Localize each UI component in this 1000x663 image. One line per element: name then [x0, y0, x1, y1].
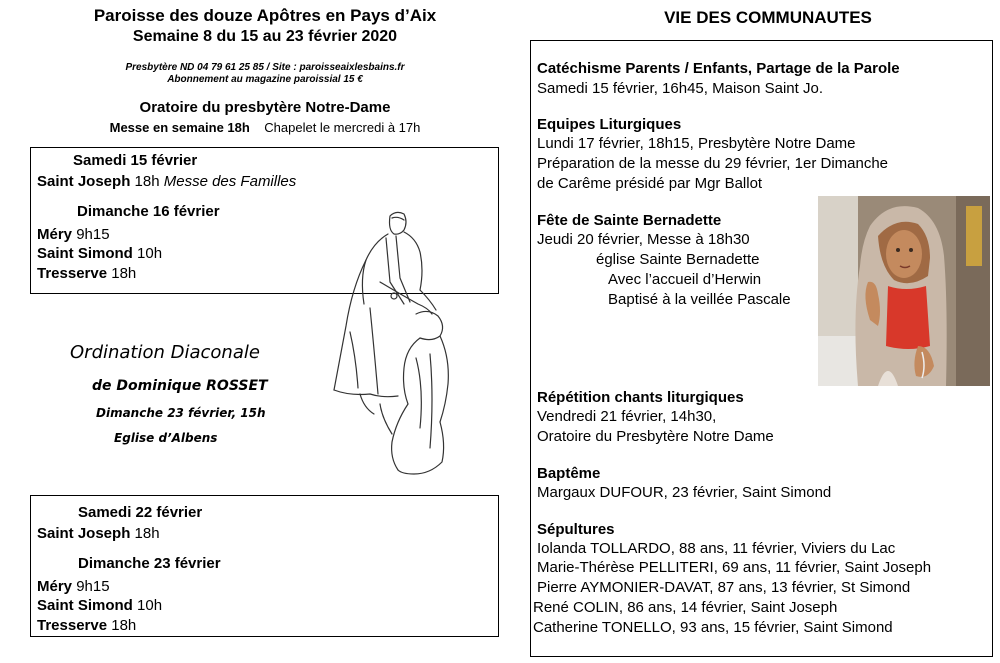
chants-line: Vendredi 21 février, 14h30,	[537, 408, 717, 425]
box1-day2: Dimanche 16 février	[77, 203, 220, 220]
place-name: Saint Simond	[37, 245, 133, 262]
mass-time: 9h15	[72, 226, 110, 243]
place-name: Méry	[37, 578, 73, 595]
box2-day1-row	[37, 525, 160, 542]
bernadette-line: Jeudi 20 février, Messe à 18h30	[537, 231, 750, 248]
mass-note: Messe des Familles	[163, 173, 297, 190]
weekday-mass: Messe en semaine 18h	[109, 120, 250, 135]
equipes-line: de Carême présidé par Mgr Ballot	[537, 175, 763, 192]
box1-row	[37, 265, 136, 282]
mass-time: 18h	[107, 617, 137, 634]
chants-line: Oratoire du Presbytère Notre Dame	[537, 428, 774, 445]
mass-time: 18h	[130, 173, 164, 190]
subscription-note: Abonnement au magazine paroissial 15 €	[167, 74, 363, 85]
parish-title: Paroisse des douze Apôtres en Pays d’Aix	[93, 6, 437, 25]
sepulture-item: René COLIN, 86 ans, 14 février, Saint Joseph	[533, 599, 838, 616]
sepulture-item: Catherine TONELLO, 93 ans, 15 février, Saint Simond	[533, 619, 893, 636]
sepulture-item: Pierre AYMONIER-DAVAT, 87 ans, 13 février, St Simond	[537, 579, 911, 596]
equipes-line: Préparation de la messe du 29 février, 1er Dimanche	[537, 155, 889, 172]
bernadette-statue-photo	[818, 196, 990, 386]
oratory-title: Oratoire du presbytère Notre-Dame	[139, 99, 391, 116]
mass-time: 10h	[132, 245, 163, 262]
week-title: Semaine 8 du 15 au 23 février 2020	[132, 28, 398, 45]
place-name: Saint Simond	[37, 597, 133, 614]
sepulture-item: Marie-Thérèse PELLITERI, 69 ans, 11 février, Saint Joseph	[537, 559, 932, 576]
box1-row	[37, 226, 110, 243]
place-name: Saint Joseph	[37, 173, 131, 190]
chapelet-info: Chapelet le mercredi à 17h	[264, 120, 421, 135]
box2-day1: Samedi 22 février	[78, 504, 203, 521]
box2-day2: Dimanche 23 février	[78, 555, 221, 572]
ordination-church: Eglise d’Albens	[114, 431, 218, 445]
bernadette-line: Avec l’accueil d’Herwin	[608, 271, 762, 288]
weekday-info	[0, 120, 530, 135]
ordination-illustration	[320, 208, 465, 480]
sepulture-item: Iolanda TOLLARDO, 88 ans, 11 février, Viviers du Lac	[537, 540, 896, 557]
chants-heading: Répétition chants liturgiques	[537, 389, 744, 406]
box2-row	[37, 578, 110, 595]
ordination-person: de Dominique ROSSET	[92, 378, 268, 394]
bernadette-line: Baptisé à la veillée Pascale	[608, 291, 791, 308]
place-name: Tresserve	[37, 265, 108, 282]
bapteme-heading: Baptême	[537, 465, 601, 482]
equipes-line: Lundi 17 février, 18h15, Presbytère Notre Dame	[537, 135, 856, 152]
communities-title: VIE DES COMMUNAUTES	[664, 8, 872, 27]
place-name: Méry	[37, 226, 73, 243]
mass-time: 10h	[132, 597, 163, 614]
bapteme-line: Margaux DUFOUR, 23 février, Saint Simond	[537, 484, 832, 501]
catechisme-line: Samedi 15 février, 16h45, Maison Saint Jo.	[537, 80, 823, 97]
mass-time: 18h	[107, 265, 137, 282]
bernadette-line: église Sainte Bernadette	[596, 251, 760, 268]
place-name: Tresserve	[37, 617, 108, 634]
mass-time: 18h	[130, 525, 160, 542]
sepultures-heading: Sépultures	[537, 521, 615, 538]
equipes-heading: Equipes Liturgiques	[537, 116, 682, 133]
catechisme-heading: Catéchisme Parents / Enfants, Partage de la Parole	[537, 60, 900, 77]
presbytery-contact: Presbytère ND 04 79 61 25 85 / Site : paroisseaixlesbains.fr	[125, 62, 405, 73]
bernadette-heading: Fête de Sainte Bernadette	[537, 212, 722, 229]
ordination-date: Dimanche 23 février, 15h	[96, 406, 266, 420]
place-name: Saint Joseph	[37, 525, 131, 542]
box2-row	[37, 597, 162, 614]
box2-row	[37, 617, 136, 634]
box1-day1: Samedi 15 février	[73, 152, 198, 169]
mass-time: 9h15	[72, 578, 110, 595]
box1-row	[37, 245, 162, 262]
box1-day1-row	[37, 173, 296, 190]
ordination-title: Ordination Diaconale	[70, 342, 260, 363]
